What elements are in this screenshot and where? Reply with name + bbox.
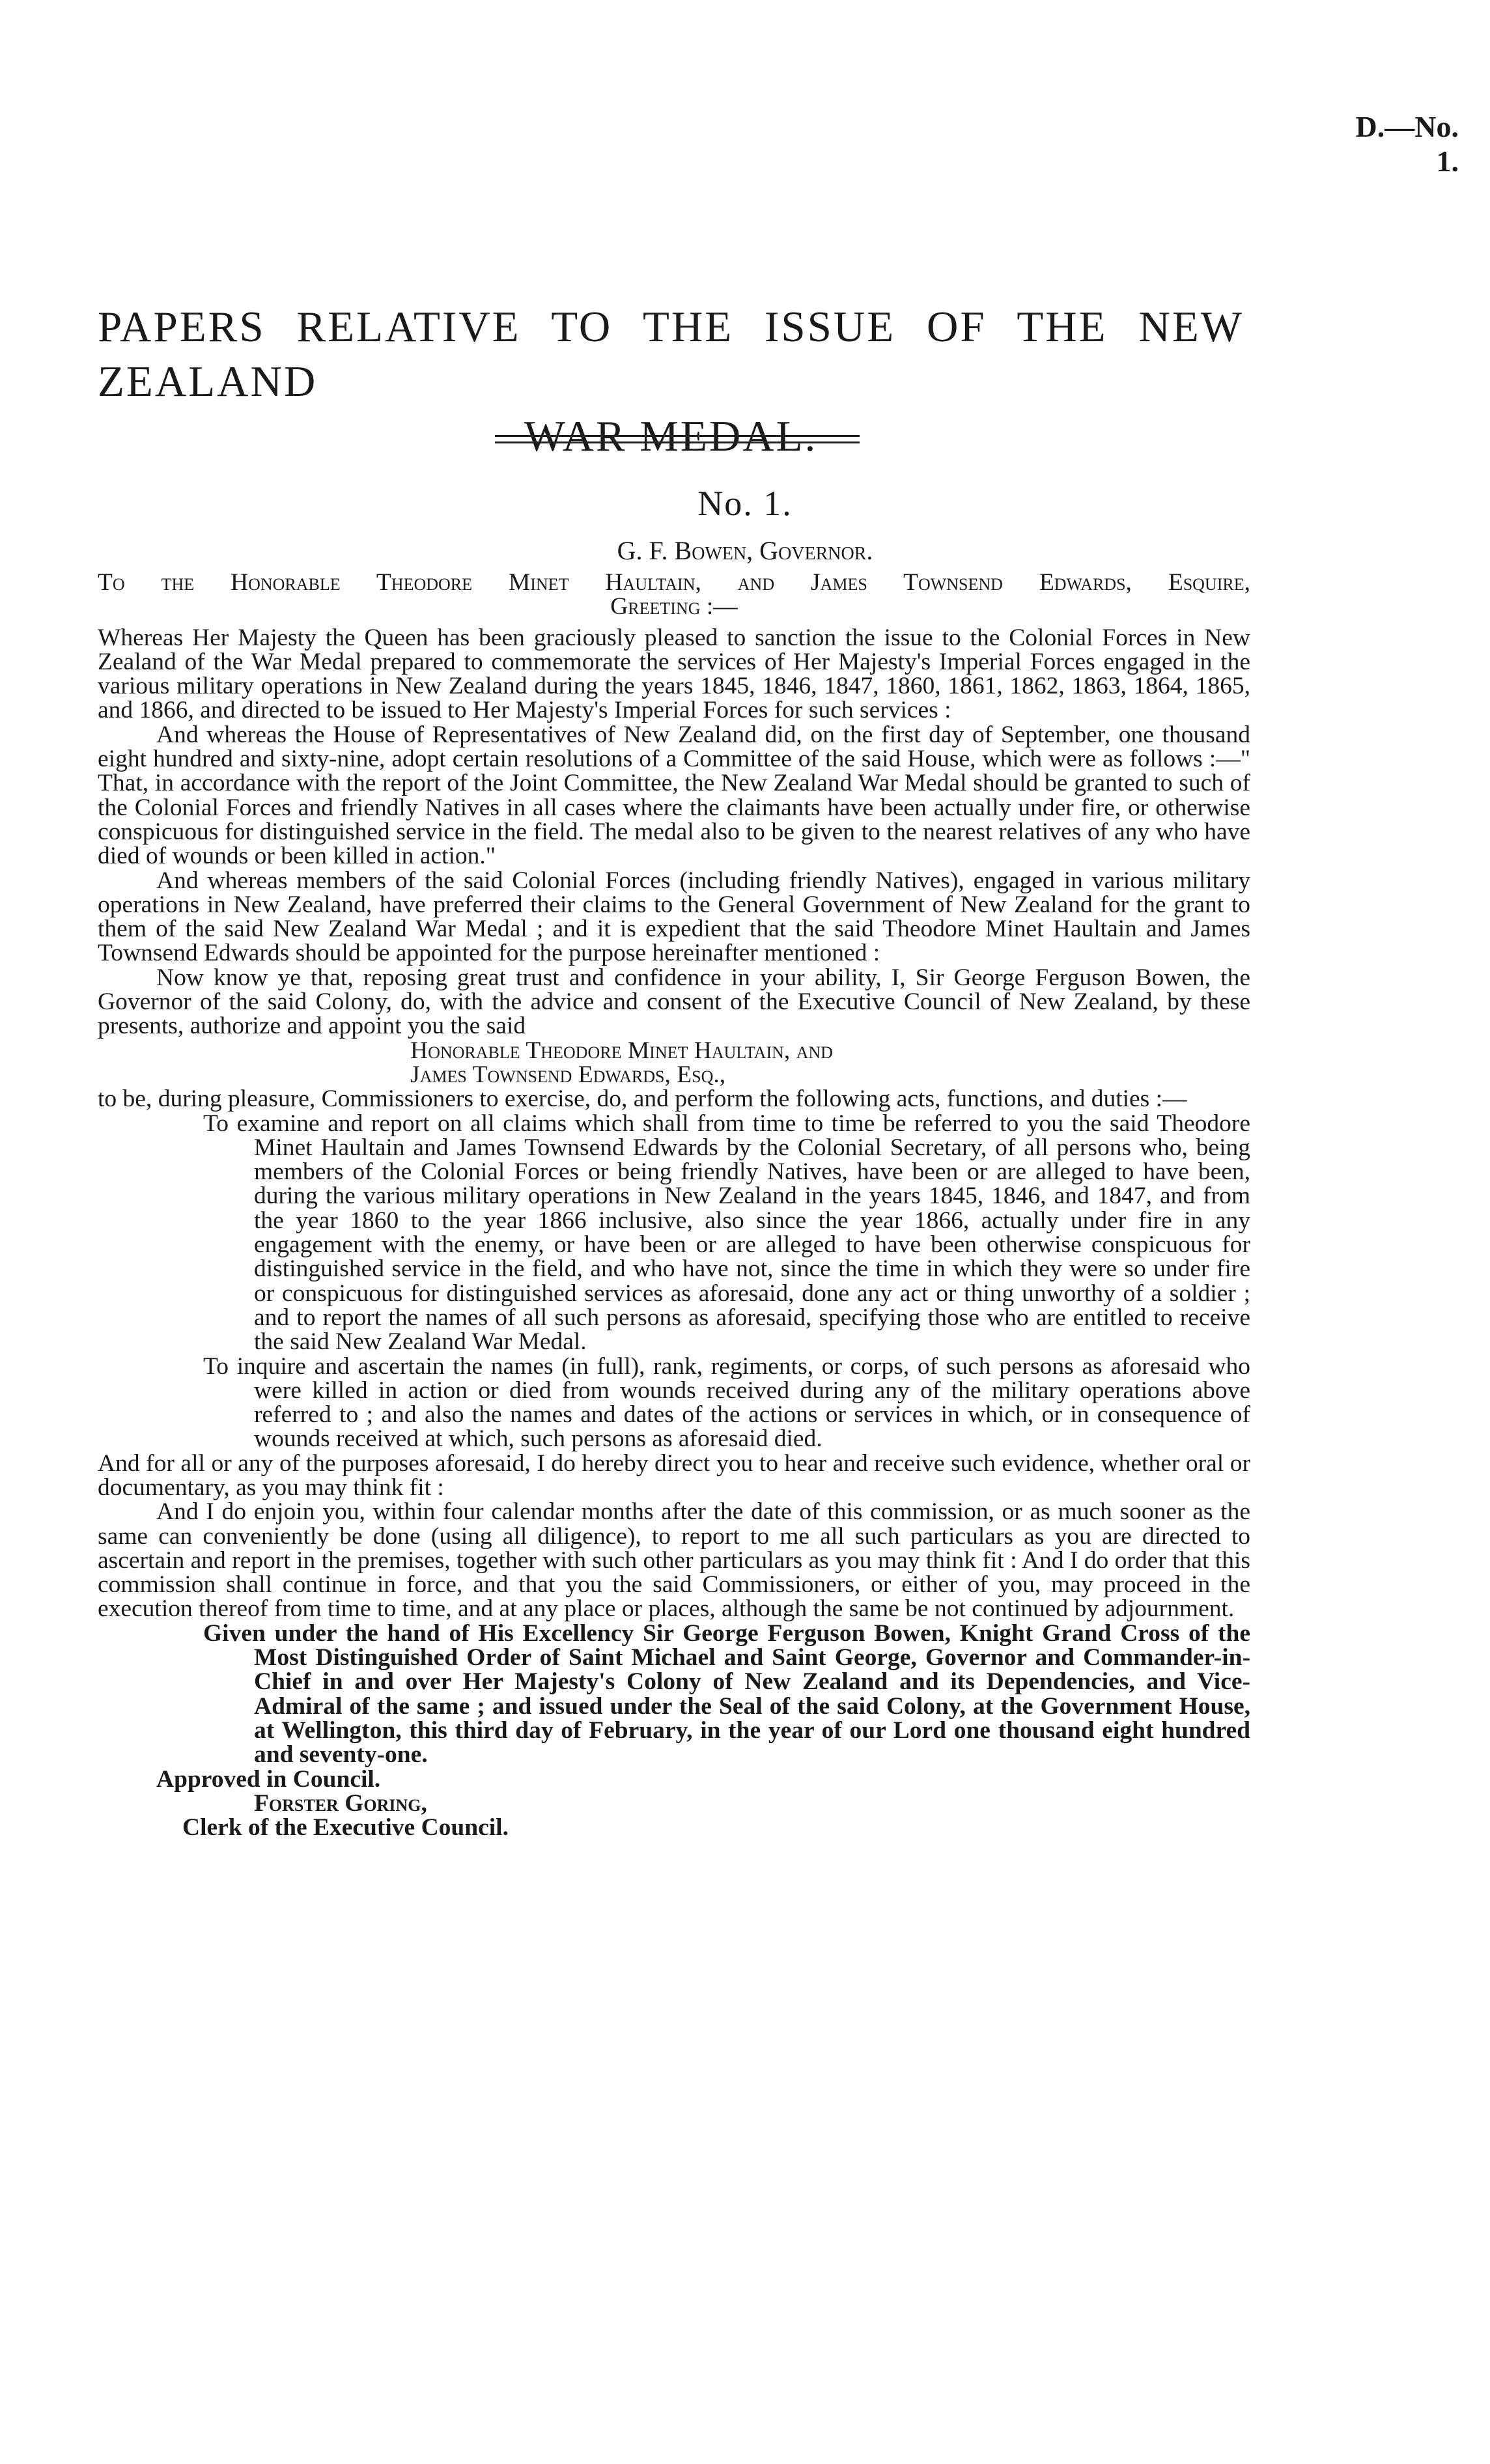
paragraph-appointment: Now know ye that, reposing great trust and confidence in your ability, I, Sir George Ferguson Bowen, the Governor of the said Colony, do, with the advice and consent of the Executive Council of New Zealand, by these presents, authorize and appoint you the said	[98, 964, 1250, 1040]
title-line-2: WAR MEDAL.	[524, 412, 818, 460]
paragraph-evidence: And for all or any of the purposes aforesaid, I do hereby direct you to hear and receive such evidence, whether oral or documentary, as you may think fit :	[98, 1449, 1250, 1501]
paragraph-claims: And whereas members of the said Colonial Forces (including friendly Natives), engaged in various military operations in New Zealand, have preferred their claims to the General Government of New Zealand for the grant to them of the said New Zealand War Medal ; and it is expedient that the said Theodore Minet Haultain and James Townsend Edwards should be appointed for the purpose hereinafter mentioned :	[98, 867, 1250, 967]
document-reference: D.—No. 1.	[1355, 110, 1459, 178]
signer-name: Forster Goring,	[254, 1789, 427, 1817]
page-title	[98, 300, 1270, 464]
duty-examine-report: To examine and report on all claims which shall from time to time be referred to you the said Theodore Minet Haultain and James Townsend Edwards by the Colonial Secretary, of all persons who, being members of the Colonial Forces or being friendly Natives, have been or are alleged to have been, during the various military operations in New Zealand in the years 1845, 1846, and 1847, and from the year 1860 to the year 1866 inclusive, also since the year 1866, actually under fire in any engagement with the enemy, or have been or are alleged to have been otherwise conspicuous for distinguished service in the field, and who have not, since the time in which they were so under fire or conspicuous for distinguished services as aforesaid, done any act or thing unworthy of a soldier ; and to report the names of all such persons as aforesaid, specifying those who are entitled to receive the said New Zealand War Medal.	[203, 1110, 1250, 1356]
paragraph-whereas: Whereas Her Majesty the Queen has been graciously pleased to sanction the issue to the Colonial Forces in New Zealand of the War Medal prepared to commemorate the services of Her Majesty's Imperial Forces engaged in the various military operations in New Zealand during the years 1845, 1846, 1847, 1860, 1861, 1862, 1863, 1864, 1865, and 1866, and directed to be issued to Her Majesty's Imperial Forces for such services :	[98, 624, 1250, 724]
title-line-1: PAPERS RELATIVE TO THE ISSUE OF THE NEW ZEALAND	[98, 303, 1244, 406]
section-number: No. 1.	[697, 484, 793, 523]
signer-title: Clerk of the Executive Council.	[182, 1814, 509, 1841]
paragraph-enjoin: And I do enjoin you, within four calendar months after the date of this commission, or as much sooner as the same can conveniently be done (using all diligence), to report to me all such particulars as you are directed to ascertain and report in the premises, together with such other particulars as you may think fit : And I do order that this commission shall continue in force, and that you the said Commissioners, or either of you, may proceed in the execution thereof from time to time, and at any place or places, although the same be not continued by adjournment.	[98, 1498, 1250, 1623]
appointee-name-1: Honorable Theodore Minet Haultain, and	[410, 1037, 833, 1064]
given-under-hand: Given under the hand of His Excellency Sir George Ferguson Bowen, Knight Grand Cross of the Most Distinguished Order of Saint Michael and Saint George, Governor and Commander-in-Chief in and over Her Majesty's Colony of New Zealand and its Dependencies, and Vice-Admiral of the same ; and issued under the Seal of the said Colony, at the Government House, at Wellington, this third day of February, in the year of our Lord one thousand eight hundred and seventy-one.	[203, 1619, 1250, 1769]
duty-inquire: To inquire and ascertain the names (in full), rank, regiments, or corps, of such persons as aforesaid who were killed in action or died from wounds received during any of the military operations above referred to ; and also the names and dates of the actions or services in which, or in consequence of wounds received at which, such persons as aforesaid died.	[203, 1352, 1250, 1453]
address-line: To the Honorable Theodore Minet Haultain, and James Townsend Edwards, Esquire,	[98, 569, 1250, 596]
appointee-name-2: James Townsend Edwards, Esq.,	[410, 1061, 726, 1088]
title-rule-top	[495, 435, 860, 437]
title-rule-bottom	[495, 441, 860, 443]
approved-in-council: Approved in Council.	[156, 1765, 381, 1793]
governor-line: G. F. Bowen, Governor.	[617, 536, 873, 565]
commission-body	[98, 570, 1250, 1840]
paragraph-duties-intro: to be, during pleasure, Commissioners to exercise, do, and perform the following acts, functions, and duties :—	[98, 1085, 1187, 1113]
paragraph-house-resolution: And whereas the House of Representatives of New Zealand did, on the first day of September, one thousand eight hundred and sixty-nine, adopt certain resolutions of a Committee of the said House, which were as follows :—" That, in accordance with the report of the Joint Committee, the New Zealand War Medal should be granted to such of the Colonial Forces and friendly Natives in all cases where the claimants have been actually under fire, or otherwise conspicuous for distinguished service in the field. The medal also to be given to the nearest relatives of any who have died of wounds or been killed in action."	[98, 721, 1250, 870]
greeting: Greeting :—	[610, 593, 738, 621]
